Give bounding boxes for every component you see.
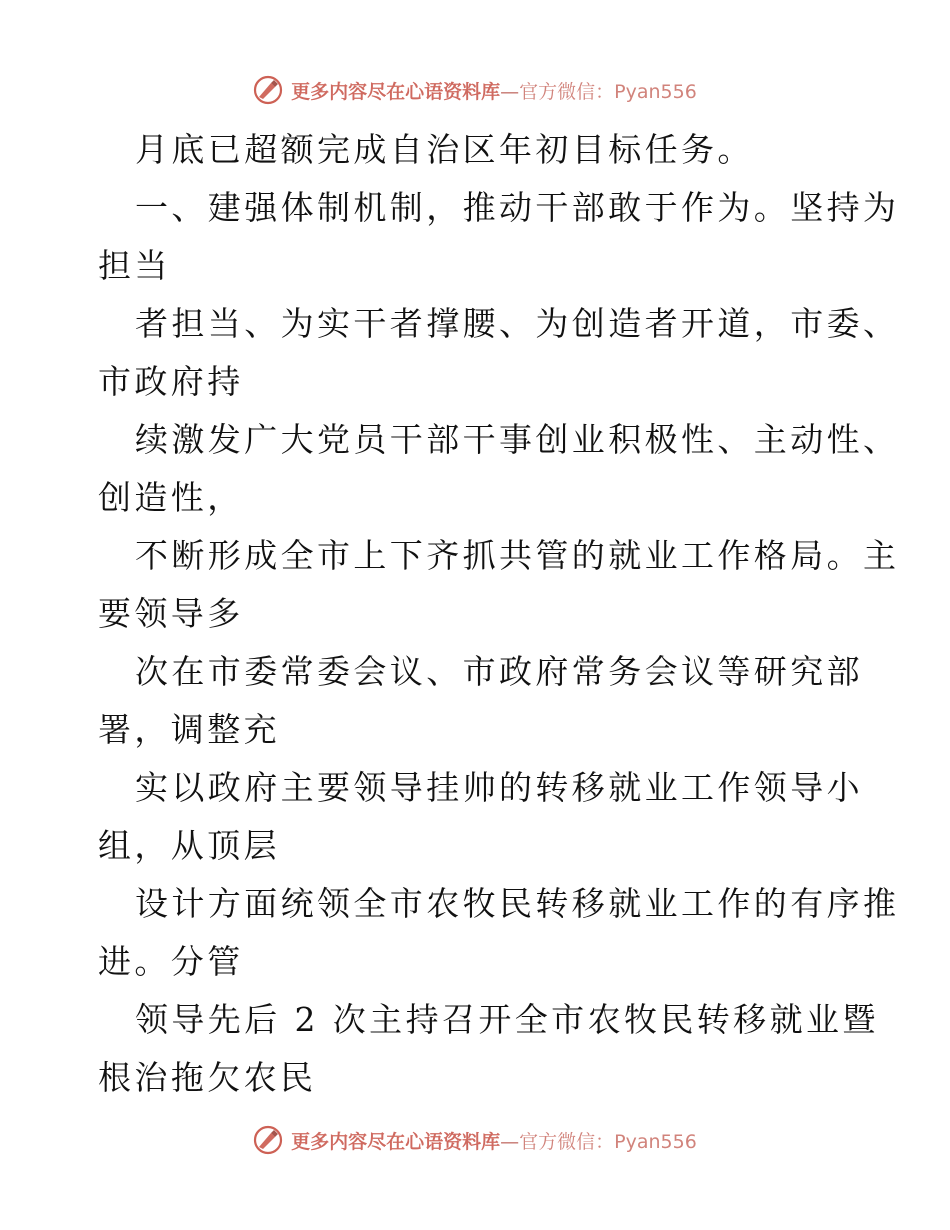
banner-separator: — bbox=[500, 1130, 520, 1153]
body-line: 组，从顶层 bbox=[98, 826, 280, 865]
body-line: 次在市委常委会议、市政府常务会议等研究部 bbox=[135, 652, 863, 691]
body-line: 一、建强体制机制，推动干部敢于作为。坚持为 bbox=[135, 188, 900, 227]
body-line: 要领导多 bbox=[98, 594, 244, 633]
banner-site-text: 更多内容尽在心语资料库 bbox=[291, 1130, 501, 1153]
body-line: 根治拖欠农民 bbox=[98, 1058, 317, 1097]
body-line: 市政府持 bbox=[98, 362, 244, 401]
banner-wechat-text: 官方微信：Pyan556 bbox=[519, 80, 697, 103]
body-line: 续激发广大党员干部干事创业积极性、主动性、 bbox=[135, 420, 900, 459]
pen-logo-icon bbox=[253, 75, 283, 105]
body-line: 担当 bbox=[98, 246, 171, 285]
body-line: 者担当、为实干者撑腰、为创造者开道，市委、 bbox=[135, 304, 900, 343]
banner-text bbox=[291, 1127, 697, 1154]
banner-separator: — bbox=[500, 80, 520, 103]
body-line: 创造性， bbox=[98, 478, 244, 517]
banner-text bbox=[291, 77, 697, 104]
body-line: 不断形成全市上下齐抓共管的就业工作格局。主 bbox=[135, 536, 900, 575]
body-line: 实以政府主要领导挂帅的转移就业工作领导小 bbox=[135, 768, 863, 807]
banner-wechat-text: 官方微信：Pyan556 bbox=[519, 1130, 697, 1153]
body-line: 设计方面统领全市农牧民转移就业工作的有序推 bbox=[135, 884, 900, 923]
banner-site-text: 更多内容尽在心语资料库 bbox=[291, 80, 501, 103]
footer-banner bbox=[0, 1120, 950, 1160]
pen-logo-icon bbox=[253, 1125, 283, 1155]
body-line: 署，调整充 bbox=[98, 710, 280, 749]
body-line: 领导先后 2 次主持召开全市农牧民转移就业暨 bbox=[135, 1000, 879, 1039]
body-line: 进。分管 bbox=[98, 942, 244, 981]
body-line: 月底已超额完成自治区年初目标任务。 bbox=[135, 130, 754, 169]
header-banner bbox=[0, 70, 950, 110]
